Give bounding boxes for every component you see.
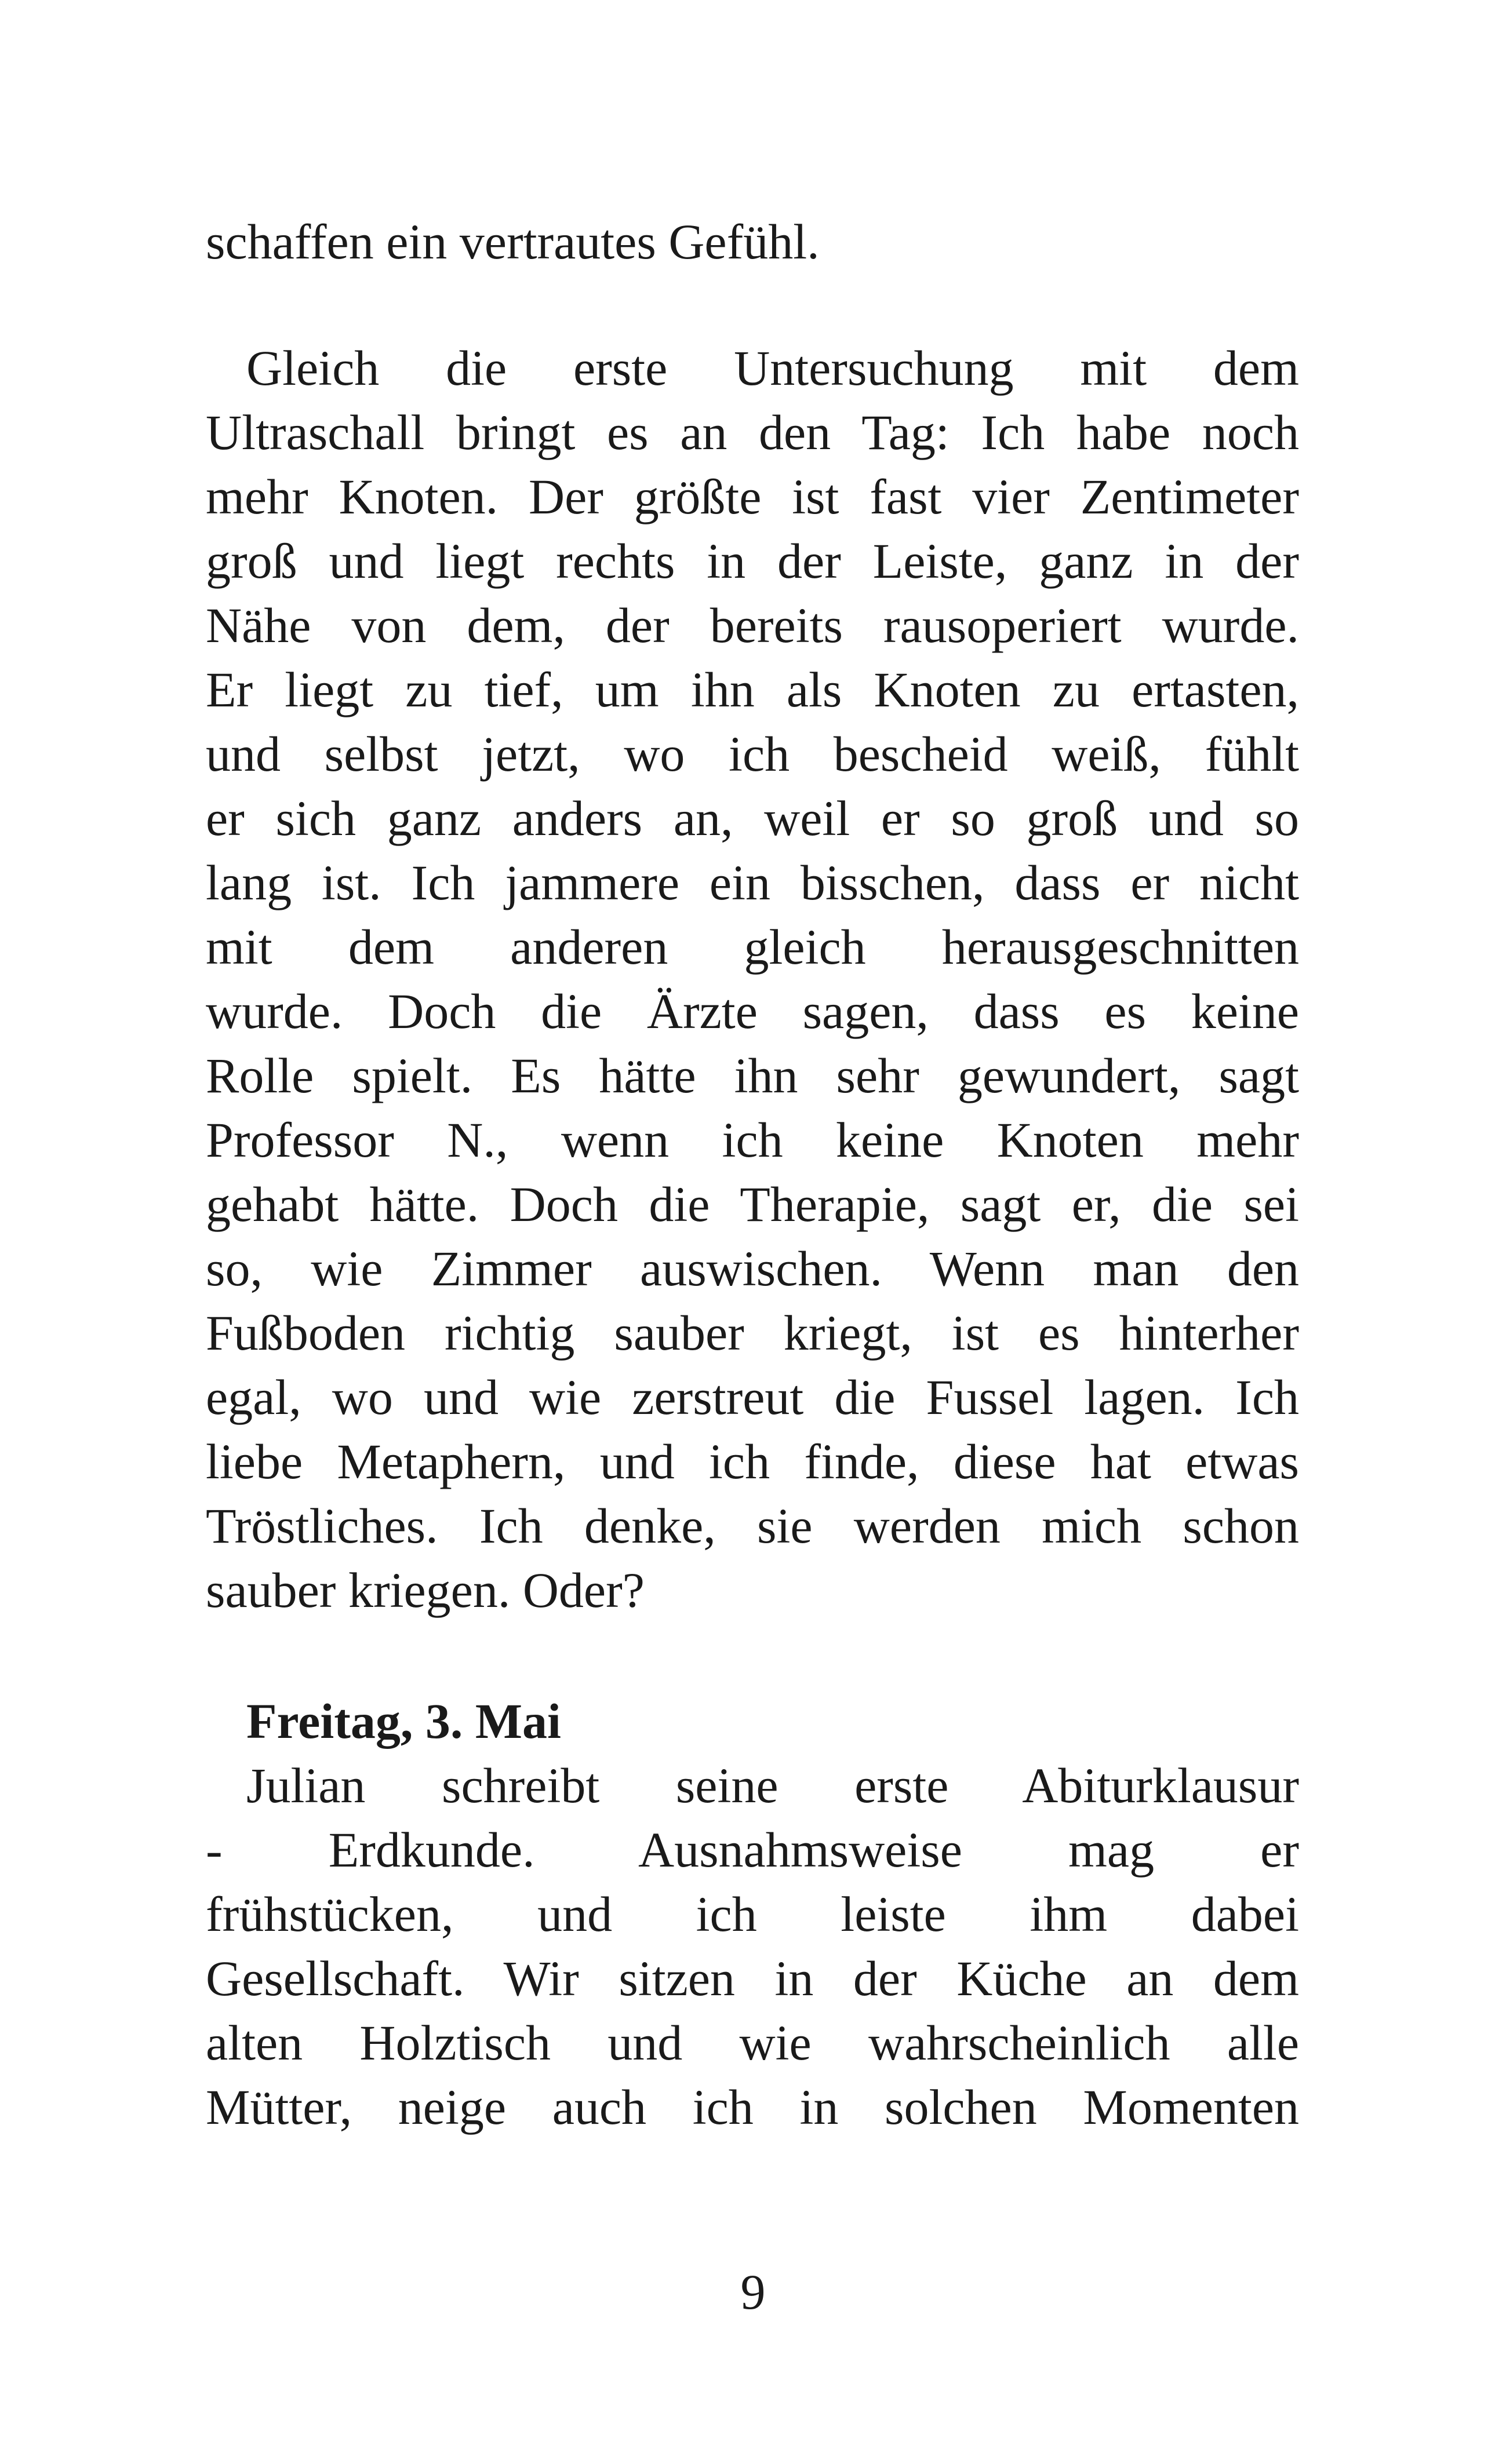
text-line: groß und liegt rechts in der Leiste, ganz in der [206, 533, 1299, 589]
text-line: alten Holztisch und wie wahrscheinlich alle [206, 2015, 1299, 2071]
text-line: und selbst jetzt, wo ich bescheid weiß, fühlt [206, 726, 1299, 782]
text-line: Rolle spielt. Es hätte ihn sehr gewundert, sagt [206, 1048, 1299, 1103]
text-line: Fußboden richtig sauber kriegt, ist es hinterher [206, 1305, 1299, 1361]
text-line: Mütter, neige auch ich in solchen Momenten [206, 2079, 1299, 2135]
text-line: schaffen ein vertrautes Gefühl. [206, 214, 820, 269]
text-line: gehabt hätte. Doch die Therapie, sagt er, die sei [206, 1176, 1299, 1232]
paragraph-1 [206, 336, 1299, 1623]
text-line: frühstücken, und ich leiste ihm dabei [206, 1886, 1299, 1942]
text-line: lang ist. Ich jammere ein bisschen, dass er nicht [206, 855, 1299, 910]
diary-date-heading: Freitag, 3. Mai [246, 1693, 561, 1749]
text-line: egal, wo und wie zerstreut die Fussel lagen. Ich [206, 1369, 1299, 1425]
text-line: Gesellschaft. Wir sitzen in der Küche an dem [206, 1951, 1299, 2006]
text-line: sauber kriegen. Oder? [206, 1562, 645, 1618]
text-line: er sich ganz anders an, weil er so groß und so [206, 790, 1299, 846]
text-line: so, wie Zimmer auswischen. Wenn man den [206, 1241, 1299, 1296]
paragraph-2 [206, 1754, 1299, 2139]
text-line: wurde. Doch die Ärzte sagen, dass es keine [206, 983, 1299, 1039]
continuation-text [206, 210, 1299, 274]
text-line: Er liegt zu tief, um ihn als Knoten zu ertasten, [206, 662, 1299, 717]
text-line: Ultraschall bringt es an den Tag: Ich habe noch [206, 404, 1299, 460]
text-line: liebe Metaphern, und ich finde, diese hat etwas [206, 1434, 1299, 1489]
text-line: Gleich die erste Untersuchung mit dem [246, 340, 1299, 396]
text-line: mehr Knoten. Der größte ist fast vier Zentimeter [206, 469, 1299, 524]
page-number: 9 [740, 2264, 766, 2320]
text-line: Professor N., wenn ich keine Knoten mehr [206, 1112, 1299, 1168]
text-line: Julian schreibt seine erste Abiturklausur [246, 1758, 1299, 1813]
text-line: Nähe von dem, der bereits rausoperiert wurde. [206, 597, 1299, 653]
text-line: mit dem anderen gleich herausgeschnitten [206, 919, 1299, 975]
text-line: - Erdkunde. Ausnahmsweise mag er [206, 1822, 1299, 1878]
text-line: Tröstliches. Ich denke, sie werden mich schon [206, 1498, 1299, 1554]
